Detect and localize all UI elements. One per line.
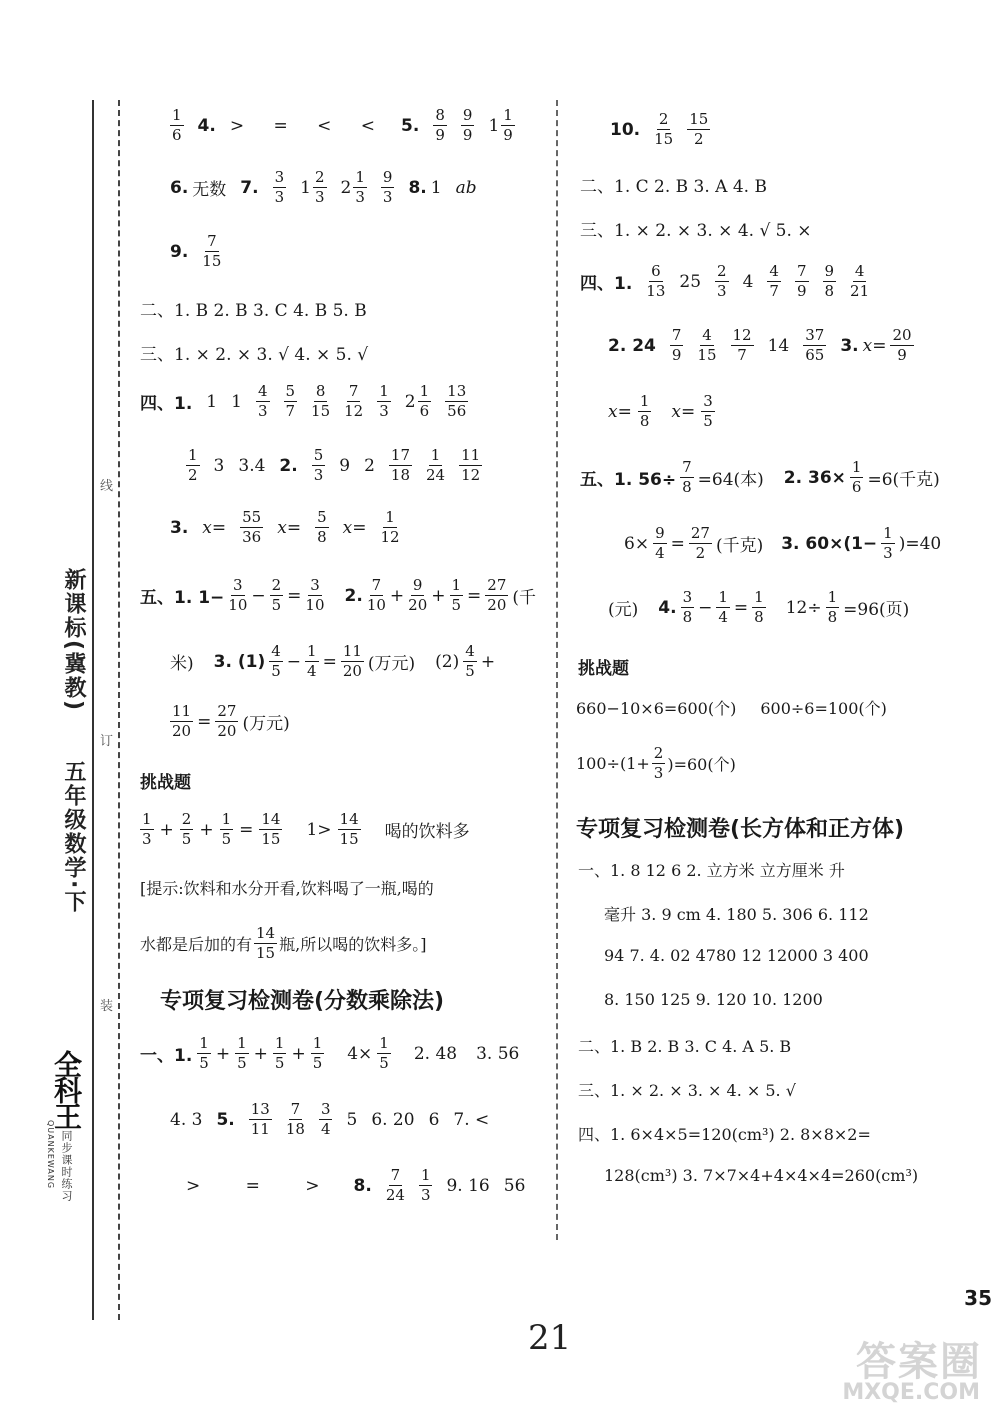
fraction: $\frac{2}{15}$ — [654, 110, 674, 148]
fraction: $\frac{4}{21}$ — [850, 262, 870, 300]
fraction: $\frac{7}{15}$ — [202, 232, 222, 270]
fraction: $\frac{1}{8}$ — [754, 588, 764, 626]
fraction: $\frac{1}{24}$ — [426, 446, 446, 484]
handwritten-note: 21 — [528, 1318, 572, 1358]
watermark-logo: 答案圈 — [856, 1339, 982, 1385]
answer-row: 100÷(1+ $\frac{2}{3}$ )=60(个) — [576, 744, 736, 782]
book-title: 五年级数学·下 — [61, 760, 86, 915]
section-title: 专项复习检测卷(长方体和正方体) — [576, 817, 905, 842]
brand-logo: 全科王 — [50, 1050, 83, 1128]
answer-row: 四、1. 6×4×5=120(cm³) 2. 8×8×2= — [578, 1125, 871, 1144]
fraction: $\frac{1}{2}$ — [188, 446, 198, 484]
fraction: $\frac{7}{9}$ — [796, 262, 807, 300]
fraction: $\frac{14}{15}$ — [261, 810, 281, 848]
fraction: $\frac{1}{5}$ — [274, 1034, 285, 1072]
fraction: $\frac{7}{9}$ — [671, 326, 682, 364]
answer-row: 五、1. 56÷ $\frac{7}{8}$ =64(本) 2. 36× $\frac{1}{6}$ =6(千克) — [580, 458, 940, 496]
fraction: $\frac{9}{8}$ — [824, 262, 835, 300]
fraction: $\frac{37}{65}$ — [805, 326, 825, 364]
fraction: $\frac{14}{15}$ — [339, 810, 359, 848]
fraction: $\frac{1}{8}$ — [639, 392, 650, 430]
fraction: $\frac{3}{10}$ — [305, 576, 325, 614]
answer-row: $\frac{1}{2}$ 3 3.4 2. $\frac{5}{3}$ 9 2 $\frac{17}{18}$ $\frac{1}{24}$ $\frac{11}{12}$ — [188, 446, 481, 484]
answer-row: 4. 3 5. $\frac{13}{11}$ $\frac{7}{18}$ $\frac{3}{4}$ 5 6. 20 6 7. < — [170, 1100, 490, 1138]
fraction: $\frac{4}{15}$ — [697, 326, 717, 364]
answer-row: 6. 无数 7. $\frac{3}{3}$ 1 $\frac{2}{3}$ 2 $\frac{1}{3}$ $\frac{9}{3}$ 8. 1 ab — [170, 168, 477, 206]
challenge-heading: 挑战题 — [140, 773, 191, 793]
column-divider — [556, 100, 558, 1240]
challenge-heading: 挑战题 — [578, 659, 629, 679]
fraction: $\frac{1}{12}$ — [380, 508, 400, 546]
answer-row: $\frac{1}{6}$ 4. > = < < 5. $\frac{8}{9}$ $\frac{9}{9}$ 1 $\frac{1}{9}$ — [172, 106, 513, 144]
fraction: $\frac{3}{3}$ — [274, 168, 285, 206]
fraction: $\frac{3}{10}$ — [228, 576, 248, 614]
fraction: $\frac{1}{3}$ — [420, 1166, 431, 1204]
answer-row: (元) 4. $\frac{3}{8}$ − $\frac{1}{4}$ = $\frac{1}{8}$ 12÷ $\frac{1}{8}$ =96(页) — [608, 588, 910, 626]
fraction: $\frac{2}{3}$ — [717, 262, 727, 300]
answer-row: 2. 24 $\frac{7}{9}$ $\frac{4}{15}$ $\frac{12}{7}$ 14 $\frac{37}{65}$ 3. x= $\frac{20}{9}$ — [608, 326, 912, 364]
fraction: $\frac{3}{5}$ — [703, 392, 713, 430]
fraction: 1 $\frac{1}{9}$ — [488, 106, 513, 144]
fraction: $\frac{27}{20}$ — [487, 576, 507, 614]
fraction: $\frac{9}{3}$ — [382, 168, 393, 206]
fraction: $\frac{1}{5}$ — [237, 1034, 247, 1072]
fraction: $\frac{4}{7}$ — [769, 262, 779, 300]
watermark-url: MXQE.COM — [842, 1380, 980, 1405]
answer-row: 四、1. $\frac{6}{13}$ 25 $\frac{2}{3}$ 4 $\frac{4}{7}$ $\frac{7}{9}$ $\frac{9}{8}$ $\frac{4}{21}$ — [580, 262, 870, 300]
answer-row: 四、1. 1 1 $\frac{4}{3}$ $\frac{5}{7}$ $\frac{8}{15}$ $\frac{7}{12}$ $\frac{1}{3}$ 2 $\frac{1}{6}$ $\frac{13}{56}$ — [140, 382, 467, 420]
hint-line: 水都是后加的有 $\frac{14}{15}$ 瓶,所以喝的饮料多。] — [140, 924, 427, 962]
answer-row: > = > 8. $\frac{7}{24}$ $\frac{1}{3}$ 9. 16 56 — [186, 1166, 526, 1204]
fraction: $\frac{1}{6}$ — [172, 106, 182, 144]
answer-row: 三、1. × 2. × 3. × 4. × 5. √ — [578, 1081, 796, 1100]
fraction: $\frac{4}{3}$ — [257, 382, 268, 420]
fraction: $\frac{7}{8}$ — [682, 458, 692, 496]
fraction: $\frac{20}{9}$ — [892, 326, 912, 364]
fraction: $\frac{1}{3}$ — [142, 810, 152, 848]
answer-row: 三、1. × 2. × 3. √ 4. × 5. √ — [140, 345, 369, 365]
answer-row: $\frac{11}{20}$ = $\frac{27}{20}$ (万元) — [172, 702, 290, 740]
fraction: $\frac{8}{15}$ — [311, 382, 331, 420]
fraction: $\frac{7}{18}$ — [285, 1100, 305, 1138]
fraction: $\frac{9}{4}$ — [655, 524, 665, 562]
answer-row: 二、1. B 2. B 3. C 4. A 5. B — [578, 1037, 792, 1056]
brand-logo-sub: 同步课时练习 — [60, 1130, 73, 1202]
answer-row: 五、1. 1− $\frac{3}{10}$ − $\frac{2}{5}$ = $\frac{3}{10}$ 2. $\frac{7}{10}$ + $\frac{9}{20}$ + $\frac{1}{5}$ = $\frac{27}{20}$ (千 — [140, 576, 537, 614]
fraction: $\frac{3}{4}$ — [320, 1100, 331, 1138]
fraction: $\frac{3}{8}$ — [682, 588, 693, 626]
fraction: $\frac{4}{5}$ — [271, 642, 281, 680]
fraction: $\frac{17}{18}$ — [390, 446, 411, 484]
fraction: $\frac{2}{5}$ — [181, 810, 192, 848]
answer-row: 6× $\frac{9}{4}$ = $\frac{27}{2}$ (千克) 3. 60×(1− $\frac{1}{3}$ )=40 — [624, 524, 942, 562]
fraction: $\frac{1}{5}$ — [312, 1034, 323, 1072]
fraction: $\frac{1}{3}$ — [379, 382, 389, 420]
fraction: $\frac{13}{56}$ — [447, 382, 467, 420]
fraction: $\frac{27}{20}$ — [217, 702, 237, 740]
fraction: 2 $\frac{1}{6}$ — [404, 382, 430, 420]
answer-row: 二、1. C 2. B 3. A 4. B — [580, 177, 767, 197]
answer-row: 660−10×6=600(个) 600÷6=100(个) — [576, 699, 887, 718]
answer-row: 9. $\frac{7}{15}$ — [170, 232, 222, 270]
section-title: 专项复习检测卷(分数乘除法) — [160, 989, 445, 1014]
fraction: $\frac{5}{3}$ — [313, 446, 324, 484]
cut-line — [118, 100, 120, 1320]
fraction: $\frac{5}{8}$ — [317, 508, 327, 546]
fraction: $\frac{7}{24}$ — [385, 1166, 405, 1204]
fraction: $\frac{9}{9}$ — [462, 106, 473, 144]
fraction: $\frac{8}{9}$ — [435, 106, 445, 144]
fraction: $\frac{27}{2}$ — [690, 524, 710, 562]
fraction: $\frac{1}{3}$ — [883, 524, 893, 562]
answer-row: 8. 150 125 9. 120 10. 1200 — [604, 990, 823, 1009]
fraction: $\frac{9}{20}$ — [408, 576, 428, 614]
brand-logo-pinyin: QUANKEWANG — [46, 1120, 55, 1190]
cut-label-ding: 订 — [100, 734, 114, 749]
fraction: $\frac{1}{5}$ — [379, 1034, 389, 1072]
fraction: $\frac{14}{15}$ — [256, 924, 276, 962]
fraction: $\frac{13}{11}$ — [250, 1100, 270, 1138]
fraction: 1 $\frac{2}{3}$ — [300, 168, 325, 206]
answer-row: 毫升 3. 9 cm 4. 180 5. 306 6. 112 — [604, 905, 869, 924]
fraction: $\frac{1}{4}$ — [307, 642, 317, 680]
fraction: $\frac{11}{20}$ — [342, 642, 362, 680]
page-number: 35 — [964, 1286, 992, 1310]
fraction: $\frac{5}{7}$ — [285, 382, 296, 420]
fraction: $\frac{12}{7}$ — [732, 326, 752, 364]
fraction: $\frac{55}{36}$ — [242, 508, 262, 546]
answer-row: 一、1. 8 12 6 2. 立方米 立方厘米 升 — [578, 861, 845, 880]
fraction: $\frac{11}{12}$ — [461, 446, 481, 484]
answer-row: 二、1. B 2. B 3. C 4. B 5. B — [140, 301, 367, 321]
fraction: $\frac{15}{2}$ — [689, 110, 709, 148]
cut-label-zhuang: 装 — [100, 999, 114, 1014]
answer-row: 米) 3. (1) $\frac{4}{5}$ − $\frac{1}{4}$ = $\frac{11}{20}$ (万元) (2) $\frac{4}{5}$ + — [170, 642, 496, 680]
fraction: $\frac{7}{10}$ — [366, 576, 386, 614]
hint-line: [提示:饮料和水分开看,饮料喝了一瓶,喝的 — [140, 879, 434, 898]
answer-row: x= $\frac{1}{8}$ x= $\frac{3}{5}$ — [608, 392, 713, 430]
fraction: $\frac{11}{20}$ — [172, 702, 192, 740]
answer-row: 94 7. 4. 02 4780 12 12000 3 400 — [604, 946, 869, 965]
answer-row: 128(cm³) 3. 7×7×4+4×4×4=260(cm³) — [604, 1166, 919, 1185]
fraction: $\frac{1}{8}$ — [827, 588, 838, 626]
fraction: $\frac{2}{5}$ — [271, 576, 282, 614]
fraction: 2 $\frac{1}{3}$ — [340, 168, 365, 206]
fraction: $\frac{1}{5}$ — [451, 576, 462, 614]
book-edition: 新课标(冀教) — [61, 568, 86, 713]
fraction: $\frac{6}{13}$ — [646, 262, 666, 300]
fraction: $\frac{1}{6}$ — [851, 458, 862, 496]
fraction: $\frac{1}{5}$ — [221, 810, 232, 848]
fraction: $\frac{4}{5}$ — [465, 642, 475, 680]
margin-rule — [92, 100, 94, 1320]
answer-row: $\frac{1}{3}$ + $\frac{2}{5}$ + $\frac{1}{5}$ = $\frac{14}{15}$ 1> $\frac{14}{15}$ 喝的饮料多 — [142, 810, 470, 848]
answer-row: 一、1. $\frac{1}{5}$ + $\frac{1}{5}$ + $\frac{1}{5}$ + $\frac{1}{5}$ 4× $\frac{1}{5}$ 2. 48 3. 56 — [140, 1034, 520, 1072]
fraction: $\frac{7}{12}$ — [344, 382, 364, 420]
fraction: $\frac{1}{5}$ — [199, 1034, 209, 1072]
answer-row: 3. x= $\frac{55}{36}$ x= $\frac{5}{8}$ x= $\frac{1}{12}$ — [170, 508, 400, 546]
cut-label-xian: 线 — [100, 479, 114, 494]
fraction: $\frac{1}{4}$ — [718, 588, 728, 626]
answer-row: 三、1. × 2. × 3. × 4. √ 5. × — [580, 221, 812, 241]
answer-row: 10. $\frac{2}{15}$ $\frac{15}{2}$ — [610, 110, 709, 148]
fraction: $\frac{2}{3}$ — [653, 744, 664, 782]
